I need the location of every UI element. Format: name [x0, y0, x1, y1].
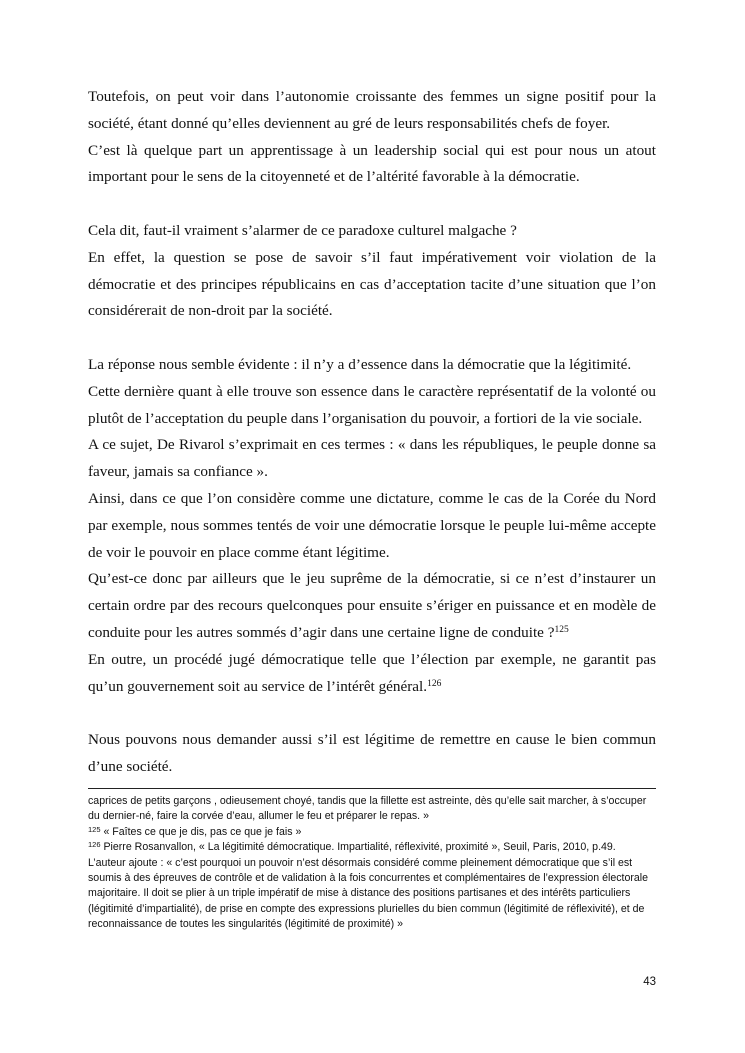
footnotes: [88, 794, 656, 933]
paragraph: La réponse nous semble évidente : il n’y a d’essence dans la démocratie que la légitimité.: [88, 355, 632, 373]
paragraph: Toutefois, on peut voir dans l’autonomie croissante des femmes un signe positif pour la société, étant donné qu’elles deviennent au gré de leurs responsabilités chefs de foyer.: [88, 88, 656, 132]
paragraph: Ainsi, dans ce que l’on considère comme une dictature, comme le cas de la Corée du Nord par exemple, nous sommes tentés de voir une démocratie lorsque le peuple lui-même accepte de voir le pouvoir en place comme étant légitime.: [88, 489, 656, 561]
body-text: [88, 84, 656, 781]
footnote-separator: [88, 788, 656, 789]
paragraph: Nous pouvons nous demander aussi s’il est légitime de remettre en cause le bien commun d’une société.: [88, 731, 656, 775]
footnote: $^{126}$ Pierre Rosanvallon, « La légitimité démocratique. Impartialité, réflexivité, proximité », Seuil, Paris, 2010, p.49.: [88, 840, 616, 854]
footnote-ref[interactable]: 125: [554, 624, 569, 635]
footnote-number: 126: [88, 840, 101, 850]
paragraph: C’est là quelque part un apprentissage à un leadership social qui est pour nous un atout important pour le sens de la citoyenneté et de l’altérité favorable à la démocratie.: [88, 141, 656, 186]
paragraph: Cela dit, faut-il vraiment s’alarmer de ce paradoxe culturel malgache ?: [88, 221, 517, 239]
footnote-continuation: caprices de petits garçons , odieusement choyé, tandis que la fillette est astreinte, dès qu’elle sait marcher, à s’occuper du dernier-né, faire la corvée d’eau, allumer le feu et préparer le repas. »: [88, 795, 647, 823]
paragraph: En outre, un procédé jugé démocratique telle que l’élection par exemple, ne garantit pas qu’un gouvernement soit au service de l’intérêt général.$^{126}$: [88, 650, 656, 695]
paragraph: En effet, la question se pose de savoir s’il faut impérativement voir violation de la démocratie et des principes républicains en cas d’acceptation tacite d’une situation que l’on considérerait de non-droit par la société.: [88, 248, 656, 320]
page-number: 43: [643, 976, 656, 988]
footnote-extra: L’auteur ajoute : « c’est pourquoi un pouvoir n’est désormais considéré comme pleinement démocratique que s’il est soumis à des épreuves de contrôle et de validation à la fois concurrentes et complémentaires de l’expression électorale majoritaire. Il doit se plier à un triple impératif de mise à distance des positions partisanes et des intérêts particuliers (légitimité d’impartialité), de prise en compte des expressions plurielles du bien commun (légitimité de réflexivité), et de reconnaissance de toutes les singularités (légitimité de proximité) »: [88, 856, 649, 931]
footnote-ref[interactable]: 126: [427, 678, 442, 689]
paragraph: Qu’est-ce donc par ailleurs que le jeu suprême de la démocratie, si ce n’est d’instaurer un certain ordre par des recours quelconques pour ensuite s’ériger en puissance et en modèle de conduite pour les autres sommés d’agir dans une certaine ligne de conduite ?$^{125}$: [88, 570, 656, 641]
footnote: $^{125}$ « Faîtes ce que je dis, pas ce que je fais »: [88, 824, 302, 838]
footnote-number: 125: [88, 824, 101, 834]
paragraph: A ce sujet, De Rivarol s’exprimait en ces termes : « dans les républiques, le peuple donne sa faveur, jamais sa confiance ».: [88, 436, 656, 481]
paragraph: Cette dernière quant à elle trouve son essence dans le caractère représentatif de la volonté ou plutôt de l’acceptation du peuple dans l’organisation du pouvoir, a fortiori de la vie sociale.: [88, 382, 656, 427]
